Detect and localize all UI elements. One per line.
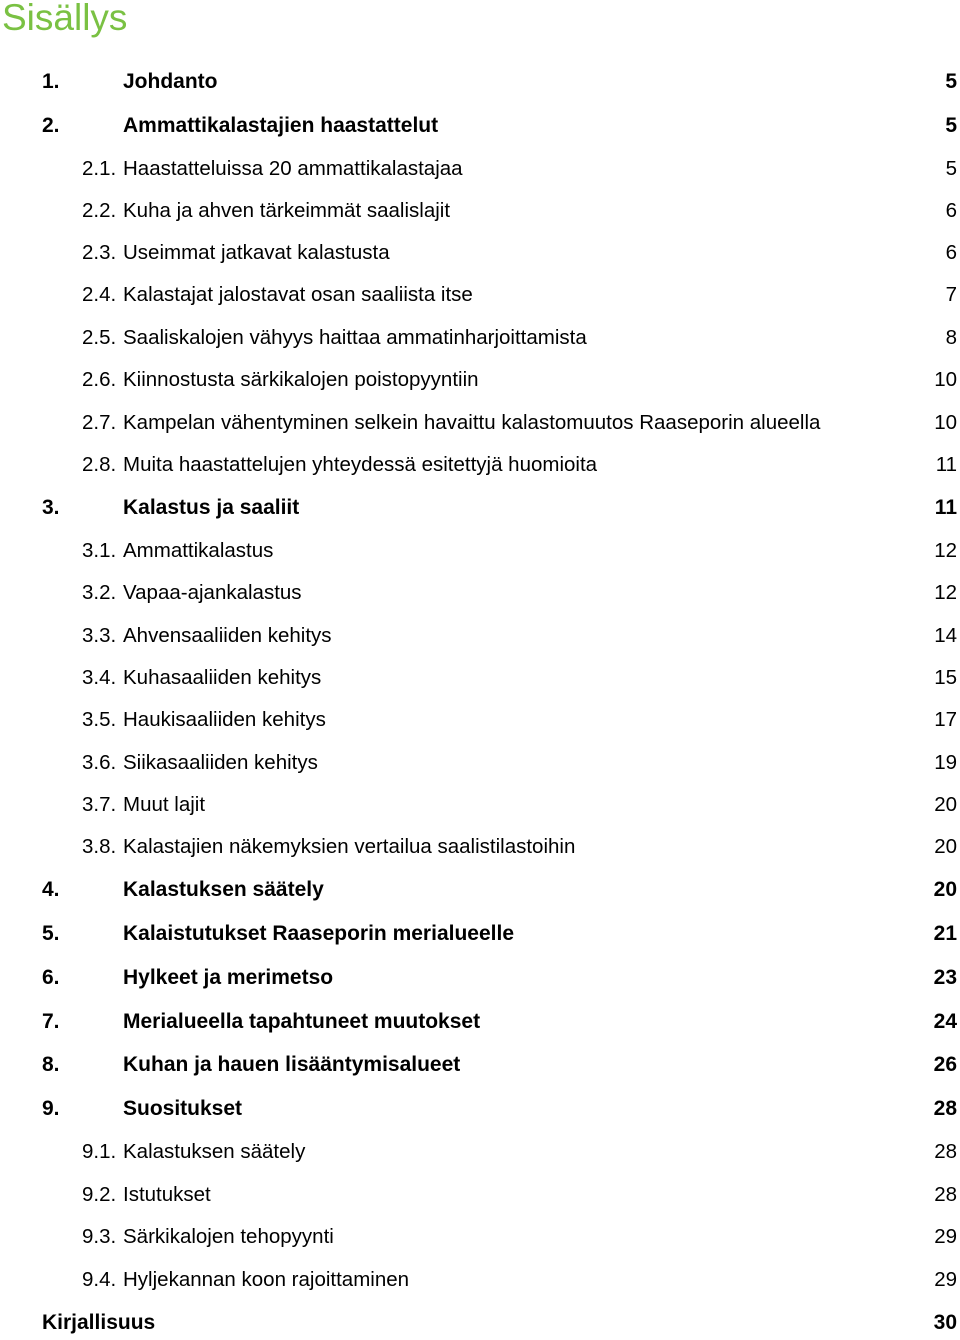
toc-entry-label: Merialueella tapahtuneet muutokset (123, 1010, 481, 1033)
toc-entry-label: Ammattikalastus (123, 539, 274, 562)
toc-entry-page: 8 (945, 326, 957, 349)
toc-entry-page: 30 (933, 1311, 957, 1334)
toc-entry-label: Kalastajien näkemyksien vertailua saalistilastoihin (123, 835, 576, 858)
toc-entry-page: 12 (934, 539, 957, 562)
toc-entry-number: 9.4. (82, 1268, 117, 1291)
toc-entry-page: 24 (933, 1010, 957, 1033)
toc-entry-page: 15 (934, 666, 957, 689)
toc-entry-page: 6 (945, 241, 957, 264)
toc-entry-page: 28 (934, 1140, 957, 1163)
toc-entry-page: 29 (934, 1225, 957, 1248)
toc-entry-number: 9.2. (82, 1183, 117, 1206)
toc-entry-label: Kirjallisuus (42, 1311, 156, 1334)
toc-entry-label: Haastatteluissa 20 ammattikalastajaa (123, 157, 463, 180)
toc-entry-label: Kalastajat jalostavat osan saaliista itse (123, 283, 473, 306)
toc-entry-number: 2.2. (82, 199, 117, 222)
toc-entry-label: Suositukset (123, 1097, 243, 1120)
toc-entry-number: 4. (42, 878, 60, 901)
toc-entry-number: 2.3. (82, 241, 117, 264)
toc-entry-number: 9.1. (82, 1140, 117, 1163)
toc-entry-page: 20 (934, 793, 957, 816)
toc-entry-label: Muut lajit (123, 793, 206, 816)
toc-entry-number: 5. (42, 922, 60, 945)
toc-entry-number: 1. (42, 70, 60, 93)
toc-entry-label: Kalastuksen säätely (123, 878, 324, 901)
toc-entry-page: 28 (933, 1097, 957, 1120)
toc-entry-number: 9.3. (82, 1225, 117, 1248)
toc-entry-page: 29 (934, 1268, 957, 1291)
toc-entry-label: Kalastuksen säätely (123, 1140, 306, 1163)
toc-entry-number: 2.6. (82, 368, 117, 391)
toc-entry-page: 11 (934, 496, 957, 519)
toc-entry-label: Ahvensaaliiden kehitys (123, 624, 332, 647)
toc-entry-label: Siikasaaliiden kehitys (123, 751, 318, 774)
toc-entry-page: 20 (934, 835, 957, 858)
toc-entry-page: 10 (934, 411, 957, 434)
toc-entry-page: 7 (945, 283, 957, 306)
toc-entry-page: 23 (933, 966, 957, 989)
toc-entry-page: 21 (933, 922, 957, 945)
toc-entry-label: Kuha ja ahven tärkeimmät saalislajit (123, 199, 451, 222)
toc-entry-page: 28 (934, 1183, 957, 1206)
toc-entry-number: 8. (42, 1053, 60, 1076)
toc-entry-page: 6 (945, 199, 957, 222)
toc-entry-label: Kuhan ja hauen lisääntymisalueet (123, 1053, 461, 1076)
toc-entry-page: 5 (945, 157, 957, 180)
toc-entry-number: 2. (42, 114, 60, 137)
toc-entry-page: 20 (933, 878, 957, 901)
toc-entry-label: Useimmat jatkavat kalastusta (123, 241, 390, 264)
toc-entry-page: 5 (945, 70, 957, 93)
toc-entry-label: Hylkeet ja merimetso (123, 966, 334, 989)
toc-entry-number: 9. (42, 1097, 60, 1120)
toc-entry-page: 19 (934, 751, 957, 774)
toc-entry-label: Vapaa-ajankalastus (123, 581, 302, 604)
toc-entry-number: 3.6. (82, 751, 117, 774)
toc-entry-number: 2.1. (82, 157, 117, 180)
toc-entry-label: Istutukset (123, 1183, 211, 1206)
toc-entry-page: 11 (935, 453, 957, 476)
toc-entry-number: 3.3. (82, 624, 117, 647)
toc-entry-number: 3.2. (82, 581, 117, 604)
toc-entry-page: 12 (934, 581, 957, 604)
toc-entry-number: 2.8. (82, 453, 117, 476)
toc-entry-label: Saaliskalojen vähyys haittaa ammatinharjoittamista (123, 326, 587, 349)
toc-entry-label: Kuhasaaliiden kehitys (123, 666, 322, 689)
toc-entry-page: 14 (934, 624, 957, 647)
toc-entry-number: 3.4. (82, 666, 117, 689)
toc-entry-number: 3. (42, 496, 60, 519)
toc-entry-label: Kiinnostusta särkikalojen poistopyyntiin (123, 368, 479, 391)
toc-entry-page: 5 (945, 114, 957, 137)
toc-entry-page: 17 (934, 708, 957, 731)
toc-entry-number: 2.4. (82, 283, 117, 306)
toc-entry-label: Kalastus ja saaliit (123, 496, 300, 519)
toc-entry-page: 10 (934, 368, 957, 391)
toc-entry-label: Kalaistutukset Raaseporin merialueelle (123, 922, 514, 945)
toc-entry-label: Muita haastattelujen yhteydessä esitettyjä huomioita (123, 453, 598, 476)
toc-entry-page: 26 (933, 1053, 957, 1076)
toc-entry-label: Särkikalojen tehopyynti (123, 1225, 334, 1248)
toc-entry-number: 2.7. (82, 411, 117, 434)
toc-entry-label: Haukisaaliiden kehitys (123, 708, 326, 731)
toc-entry-label: Kampelan vähentyminen selkein havaittu kalastomuutos Raaseporin alueella (123, 411, 821, 434)
toc-entry-label: Hyljekannan koon rajoittaminen (123, 1268, 410, 1291)
toc-entry-label: Ammattikalastajien haastattelut (123, 114, 439, 137)
toc-entry-number: 3.1. (82, 539, 117, 562)
toc-entry-number: 3.8. (82, 835, 117, 858)
toc-entry-label: Johdanto (123, 70, 218, 93)
toc-entry-number: 3.5. (82, 708, 117, 731)
toc-entry-number: 3.7. (82, 793, 117, 816)
toc-entry-number: 2.5. (82, 326, 117, 349)
toc-entry-number: 6. (42, 966, 60, 989)
toc-title: Sisällys (2, 0, 128, 38)
toc-entry-number: 7. (42, 1010, 60, 1033)
